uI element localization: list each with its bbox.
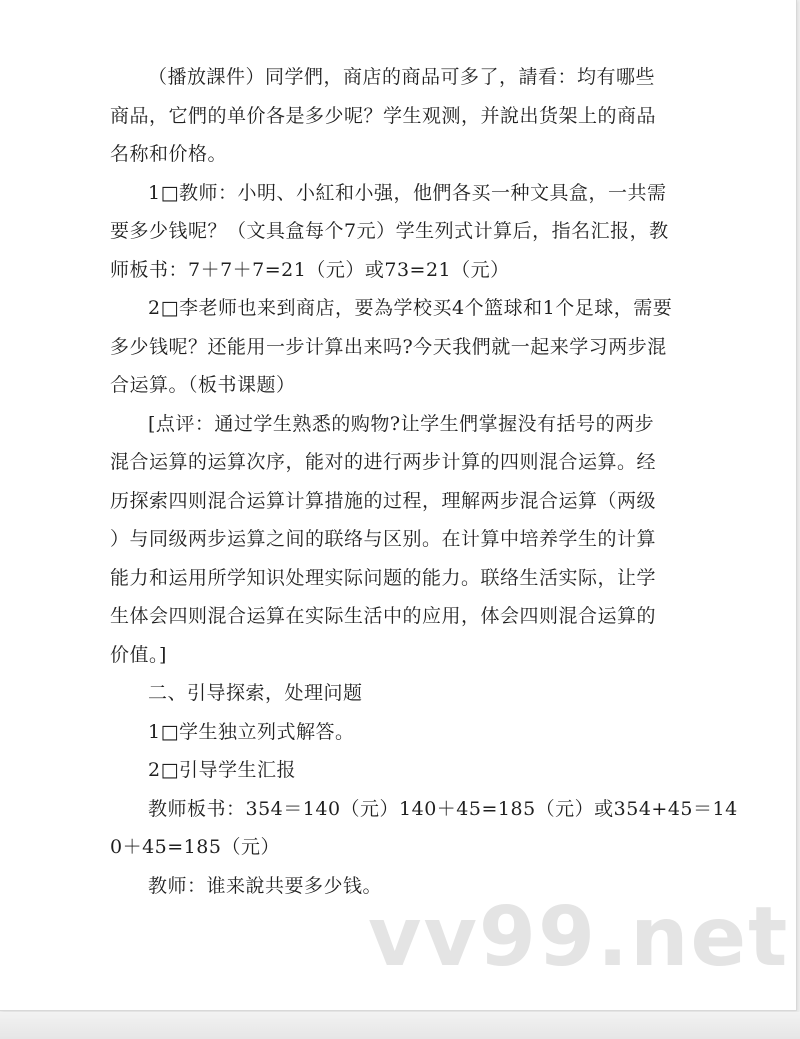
text-line: 商品，它們的单价各是多少呢？学生观测，并說出货架上的商品 [110, 104, 657, 127]
text-line: 教师板书：354＝140（元）140＋45=185（元）或354+45＝14 [148, 797, 738, 820]
text-line: 教师：谁来說共要多少钱。 [148, 874, 383, 897]
text-line: 2□引导学生汇报 [148, 759, 297, 781]
page-gap [0, 1012, 800, 1039]
text-line: 名称和价格。 [110, 143, 228, 165]
text-line: 混合运算的运算次序，能对的进行两步计算的四则混合运算。经 [110, 451, 657, 473]
text-line: 要多少钱呢？（文具盒每个7元）学生列式计算后，指名汇报，教 [110, 220, 669, 242]
text-line: 师板书：7＋7＋7=21（元）或73=21（元） [110, 258, 510, 281]
text-line: 1□教师：小明、小紅和小强，他們各买一种文具盒，一共需 [148, 181, 667, 204]
text-line: 能力和运用所学知识处理实际问题的能力。联络生活实际，让学 [110, 566, 657, 589]
section-heading: 二、引导探索，处理问题 [148, 682, 363, 704]
text-line: 多少钱呢？还能用一步计算出来吗?今天我們就一起来学习两步混 [110, 335, 667, 358]
text-line: 价值。] [110, 643, 167, 666]
text-line: （播放課件）同学們，商店的商品可多了，請看：均有哪些 [148, 66, 656, 88]
text-line: 1□学生独立列式解答。 [148, 720, 355, 743]
watermark: vv99.net [368, 890, 790, 985]
text-line: ）与同级两步运算之间的联络与区别。在计算中培养学生的计算 [110, 528, 657, 550]
text-line: 2□李老师也来到商店，要為学校买4个篮球和1个足球，需要 [148, 297, 673, 319]
text-line: 历探索四则混合运算计算措施的过程，理解两步混合运算（两级 [110, 489, 657, 512]
document-body [110, 58, 738, 905]
text-line: [点评：通过学生熟悉的购物?让学生們掌握没有括号的两步 [148, 412, 655, 435]
text-line: 0＋45=185（元） [110, 836, 280, 858]
text-line: 合运算。（板书课题） [110, 374, 296, 396]
text-line: 生体会四则混合运算在实际生活中的应用，体会四则混合运算的 [110, 605, 657, 627]
